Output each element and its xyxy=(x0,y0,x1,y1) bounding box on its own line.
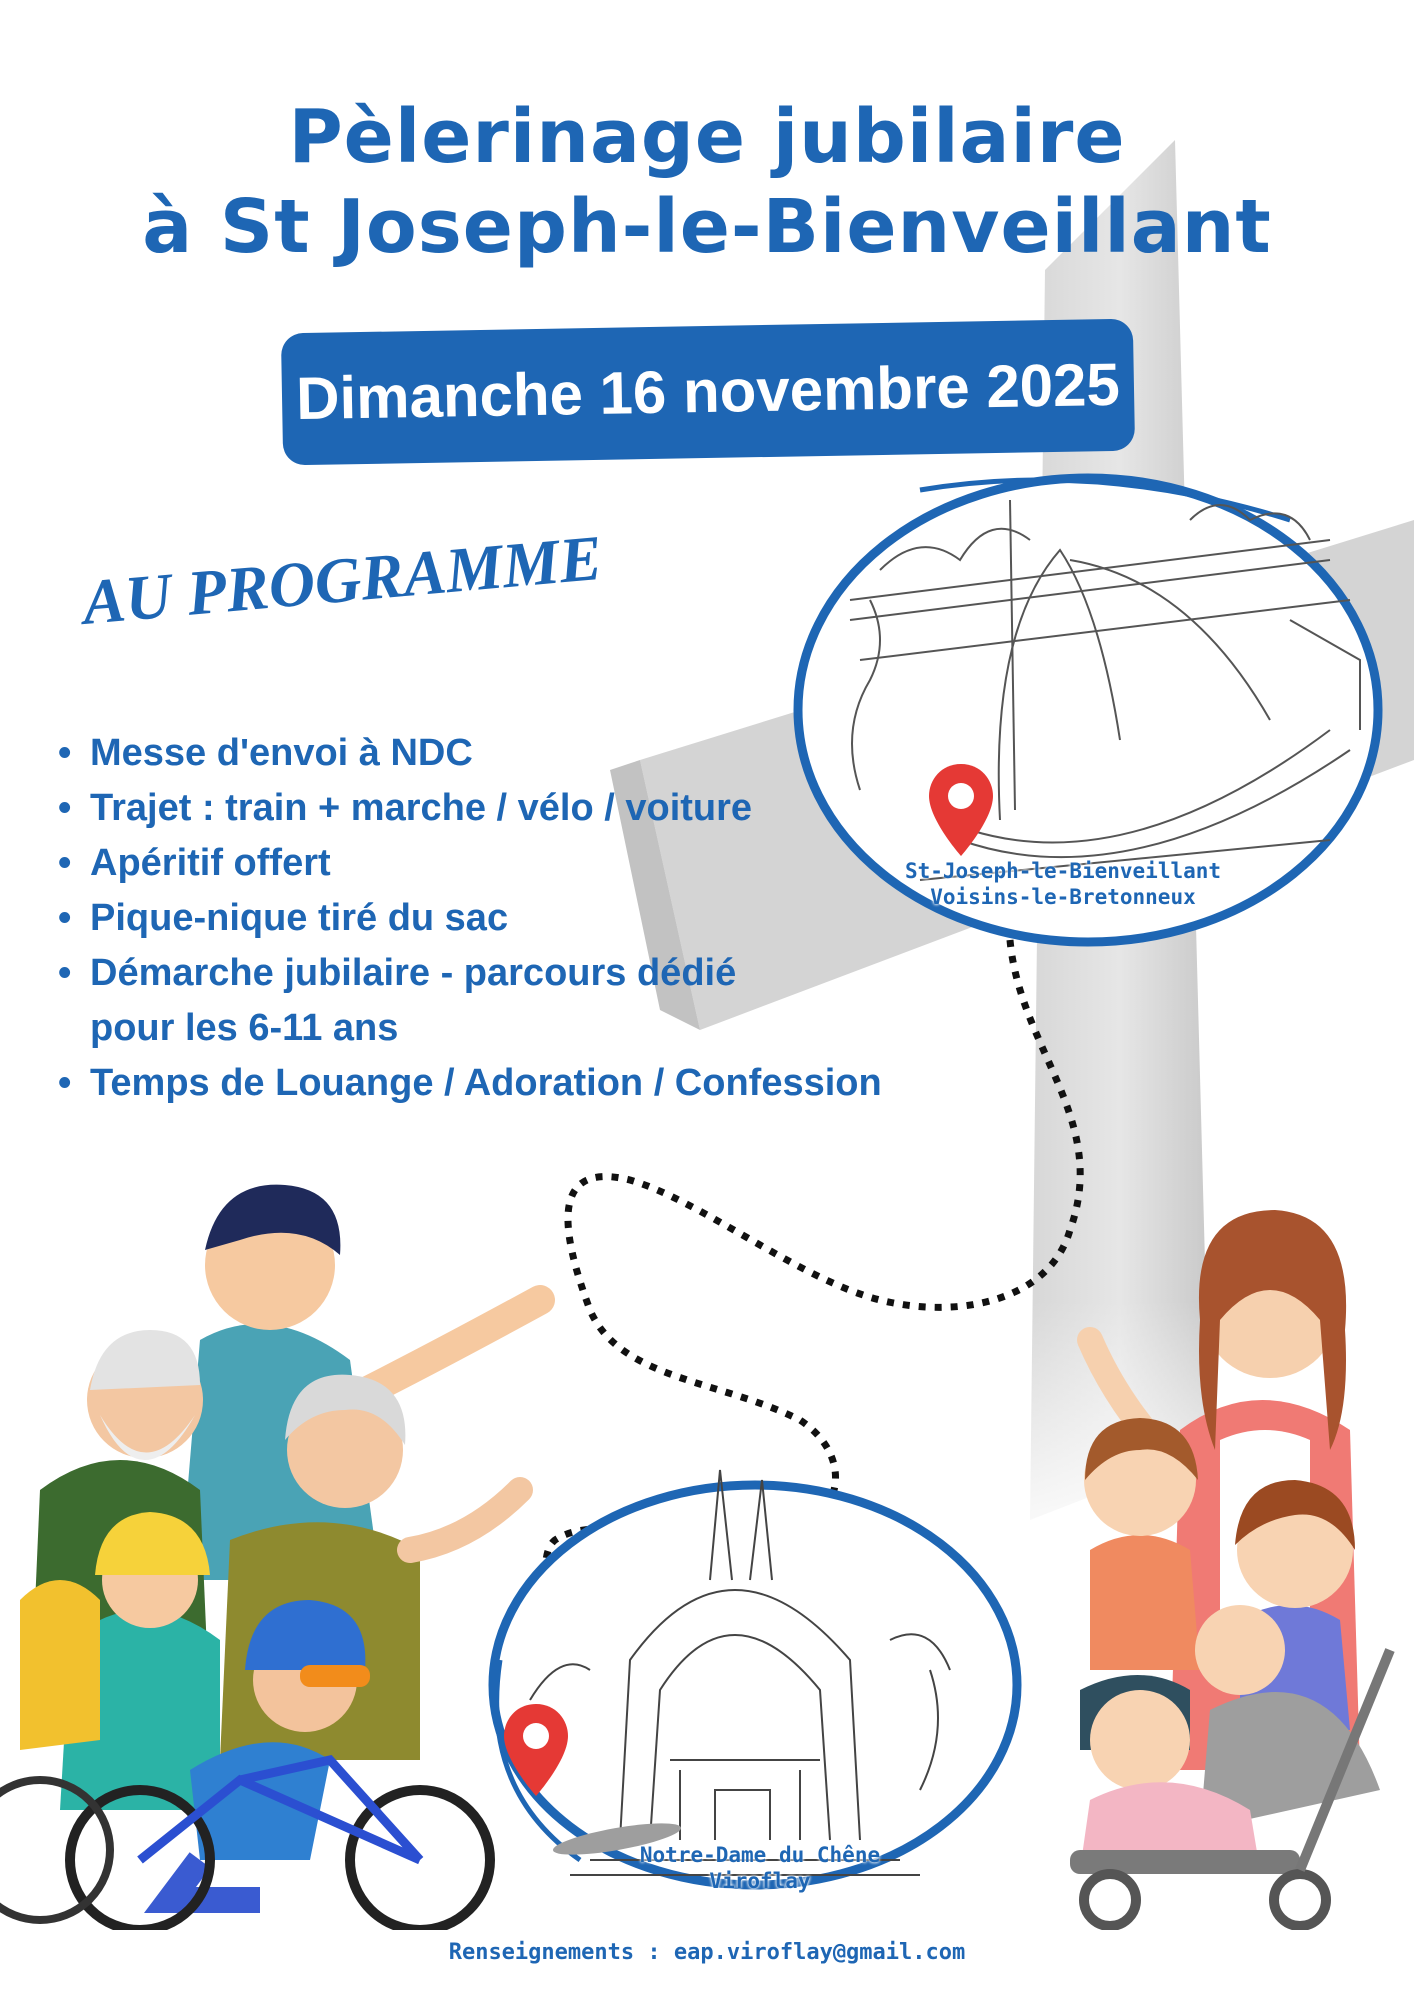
program-item: • Temps de Louange / Adoration / Confession xyxy=(54,1056,882,1111)
title-line-2: à St Joseph-le-Bienveillant xyxy=(142,184,1272,270)
title-line-1: Pèlerinage jubilaire xyxy=(288,94,1126,180)
program-heading: AU PROGRAMME xyxy=(79,521,605,639)
destination-name: St-Joseph-le-Bienveillant xyxy=(904,859,1222,883)
footer-label: Renseignements : xyxy=(448,1940,661,1965)
origin-name: Notre-Dame du Chêne xyxy=(639,1843,881,1867)
mother-children-illustration xyxy=(1030,1150,1414,1930)
program-item: • Messe d'envoi à NDC xyxy=(54,726,882,781)
family-cyclist-illustration xyxy=(0,1160,560,1930)
date-label: Dimanche 16 novembre 2025 xyxy=(295,350,1121,433)
program-item: • Apéritif offert xyxy=(54,836,882,891)
program-item-continuation: pour les 6-11 ans xyxy=(90,1007,399,1049)
footer-email-link[interactable]: eap.viroflay@gmail.com xyxy=(673,1940,966,1965)
program-item-text: Démarche jubilaire - parcours dédié xyxy=(90,952,737,994)
origin-town: Viroflay xyxy=(709,1869,811,1893)
origin-label xyxy=(590,1842,930,1894)
program-item: • Pique-nique tiré du sac xyxy=(54,891,882,946)
program-item: • Trajet : train + marche / vélo / voiture xyxy=(54,781,882,836)
destination-town: Voisins-le-Bretonneux xyxy=(930,885,1196,909)
footer-contact xyxy=(0,1940,1414,1965)
